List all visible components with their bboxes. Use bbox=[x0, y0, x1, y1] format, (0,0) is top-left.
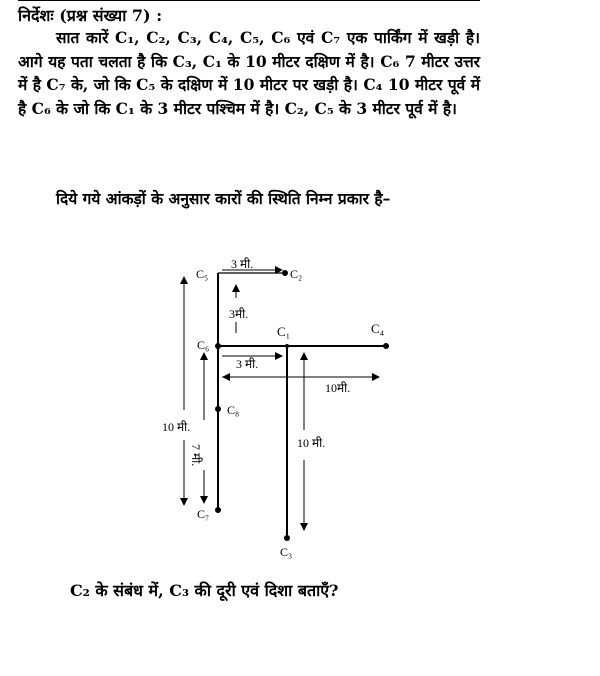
top-rule bbox=[18, 0, 480, 1]
point-c2 bbox=[282, 270, 288, 276]
label-c6: C₆ bbox=[197, 338, 210, 352]
point-c1 bbox=[285, 344, 289, 348]
label-c2: C₂ bbox=[290, 267, 303, 281]
point-c3 bbox=[284, 535, 290, 541]
question-text: C₂ के संबंध में, C₃ की दूरी एवं दिशा बताएँ? bbox=[70, 581, 339, 600]
label-c8: C₈ bbox=[227, 403, 240, 417]
problem-statement: सात कारें C₁, C₂, C₃, C₄, C₅, C₆ एवं C₇ एक पार्किंग में खड़ी है। आगे यह पता चलता है कि C₃, C₁ के 10 मीटर दक्षिण में है। C₆ 7 मीटर उत्तर में है C₇ के, जो कि C₅ के दक्षिण में 10 मीटर पर खड़ी है। C₄ 10 मीटर पूर्व में है C₆ के जो कि C₁ के 3 मीटर पश्चिम में है। C₂, C₅ के 3 मीटर पूर्व में है। bbox=[18, 28, 480, 118]
distance-c5-c7: 10 मी. bbox=[162, 420, 191, 434]
distance-c1-c3: 10 मी. bbox=[297, 436, 326, 450]
label-c3: C₃ bbox=[280, 545, 293, 559]
point-c7 bbox=[215, 507, 221, 513]
distance-c6-c7: 7 मी. bbox=[189, 444, 203, 467]
label-c1: C₁ bbox=[277, 324, 291, 339]
distance-c6-c4: 10मी. bbox=[325, 381, 351, 395]
distance-c5-c2: 3 मी. bbox=[231, 257, 254, 271]
diagram-intro: दिये गये आंकड़ों के अनुसार कारों की स्थिति निम्न प्रकार है– bbox=[56, 189, 391, 208]
distance-c6-c1: 3 मी. bbox=[236, 357, 259, 371]
distance-c5-c6: 3मी. bbox=[229, 307, 249, 321]
point-c8 bbox=[215, 406, 221, 412]
label-c5: C₅ bbox=[196, 267, 209, 281]
label-c7: C₇ bbox=[197, 507, 210, 521]
point-c4 bbox=[383, 343, 389, 349]
directions-heading: निर्देशः (प्रश्न संख्या 7) : bbox=[18, 6, 163, 25]
point-c6 bbox=[215, 343, 221, 349]
car-position-diagram bbox=[150, 236, 410, 566]
label-c4: C₄ bbox=[371, 321, 385, 336]
